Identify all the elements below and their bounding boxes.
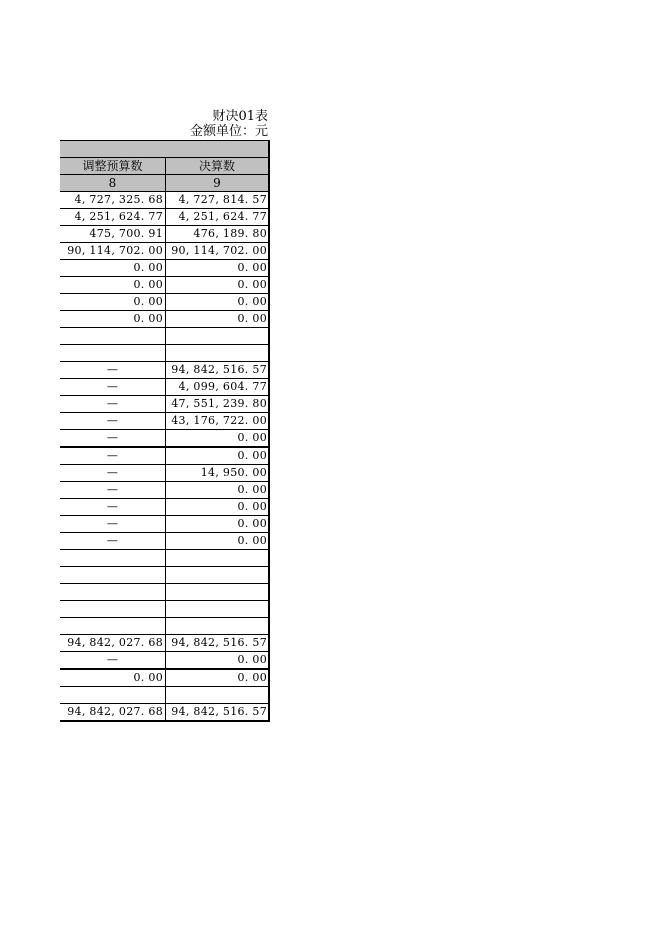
adjusted-budget-cell [60,687,166,703]
adjusted-budget-cell: 475, 700. 91 [60,226,166,242]
final-accounts-cell: 4, 727, 814. 57 [166,192,270,208]
final-accounts-cell: 4, 099, 604. 77 [166,379,270,395]
table-row [60,465,270,482]
table-row [60,413,270,430]
final-accounts-cell: 90, 114, 702. 00 [166,243,270,259]
final-accounts-cell: 0. 00 [166,499,270,515]
table-row [60,652,270,670]
final-accounts-cell: 0. 00 [166,448,270,464]
table-row [60,430,270,448]
adjusted-budget-cell: 4, 251, 624. 77 [60,209,166,225]
final-accounts-cell [166,687,270,703]
table-row [60,584,270,601]
adjusted-budget-cell: — [60,652,166,668]
table-row [60,294,270,311]
adjusted-budget-cell: — [60,448,166,464]
adjusted-budget-cell: — [60,516,166,532]
table-header-band [60,140,270,157]
budget-table [60,140,270,722]
final-accounts-cell: 0. 00 [166,430,270,446]
final-accounts-cell [166,550,270,566]
adjusted-budget-cell: 94, 842, 027. 68 [60,635,166,651]
table-row [60,209,270,226]
table-row [60,618,270,635]
column-index-row [60,175,270,192]
adjusted-budget-cell: — [60,379,166,395]
adjusted-budget-cell: — [60,430,166,446]
table-row [60,226,270,243]
adjusted-budget-cell: 0. 00 [60,277,166,293]
table-row [60,192,270,209]
final-accounts-cell: 0. 00 [166,260,270,276]
table-row [60,601,270,618]
final-accounts-cell [166,584,270,600]
final-accounts-cell [166,601,270,617]
final-accounts-cell: 0. 00 [166,311,270,327]
column-header-adjusted-budget: 调整预算数 [60,158,166,174]
table-row [60,550,270,567]
table-row [60,482,270,499]
final-accounts-cell: 0. 00 [166,277,270,293]
adjusted-budget-cell [60,328,166,344]
table-row [60,687,270,704]
adjusted-budget-cell [60,550,166,566]
final-accounts-cell: 43, 176, 722. 00 [166,413,270,429]
final-accounts-cell: 0. 00 [166,652,270,668]
adjusted-budget-cell [60,601,166,617]
table-row [60,448,270,465]
final-accounts-cell: 0. 00 [166,533,270,549]
final-accounts-cell: 0. 00 [166,482,270,498]
final-accounts-cell: 14, 950. 00 [166,465,270,481]
column-header-final-accounts: 决算数 [166,158,270,174]
column-header-row [60,157,270,175]
final-accounts-cell: 4, 251, 624. 77 [166,209,270,225]
adjusted-budget-cell: — [60,413,166,429]
adjusted-budget-cell [60,345,166,361]
table-row [60,362,270,379]
table-row [60,670,270,687]
column-index-9: 9 [166,175,270,191]
adjusted-budget-cell: 0. 00 [60,670,166,686]
column-index-8: 8 [60,175,166,191]
adjusted-budget-cell: — [60,482,166,498]
final-accounts-cell: 0. 00 [166,670,270,686]
adjusted-budget-cell: 94, 842, 027. 68 [60,704,166,720]
amount-unit-label: 金额单位：元 [189,124,268,139]
adjusted-budget-cell: — [60,396,166,412]
table-row [60,516,270,533]
table-row [60,345,270,362]
table-row [60,260,270,277]
final-accounts-cell: 0. 00 [166,294,270,310]
table-row [60,379,270,396]
final-accounts-cell: 94, 842, 516. 57 [166,362,270,378]
final-accounts-cell: 94, 842, 516. 57 [166,704,270,720]
table-row [60,328,270,345]
adjusted-budget-cell [60,618,166,634]
adjusted-budget-cell: — [60,362,166,378]
adjusted-budget-cell: 90, 114, 702. 00 [60,243,166,259]
adjusted-budget-cell [60,567,166,583]
final-accounts-cell [166,567,270,583]
adjusted-budget-cell: 0. 00 [60,260,166,276]
table-row [60,311,270,328]
adjusted-budget-cell: 4, 727, 325. 68 [60,192,166,208]
table-body [60,192,270,722]
adjusted-budget-cell: — [60,533,166,549]
table-row [60,499,270,516]
final-accounts-cell [166,328,270,344]
table-row [60,533,270,550]
adjusted-budget-cell: 0. 00 [60,294,166,310]
table-row [60,567,270,584]
final-accounts-cell: 47, 551, 239. 80 [166,396,270,412]
table-row [60,277,270,294]
table-row [60,243,270,260]
adjusted-budget-cell: — [60,465,166,481]
final-accounts-cell: 0. 00 [166,516,270,532]
final-accounts-cell: 94, 842, 516. 57 [166,635,270,651]
final-accounts-cell [166,345,270,361]
adjusted-budget-cell: 0. 00 [60,311,166,327]
form-code-label: 财决01表 [212,109,268,124]
final-accounts-cell: 476, 189. 80 [166,226,270,242]
table-row [60,704,270,722]
adjusted-budget-cell: — [60,499,166,515]
final-accounts-cell [166,618,270,634]
adjusted-budget-cell [60,584,166,600]
table-row [60,396,270,413]
table-row [60,635,270,652]
